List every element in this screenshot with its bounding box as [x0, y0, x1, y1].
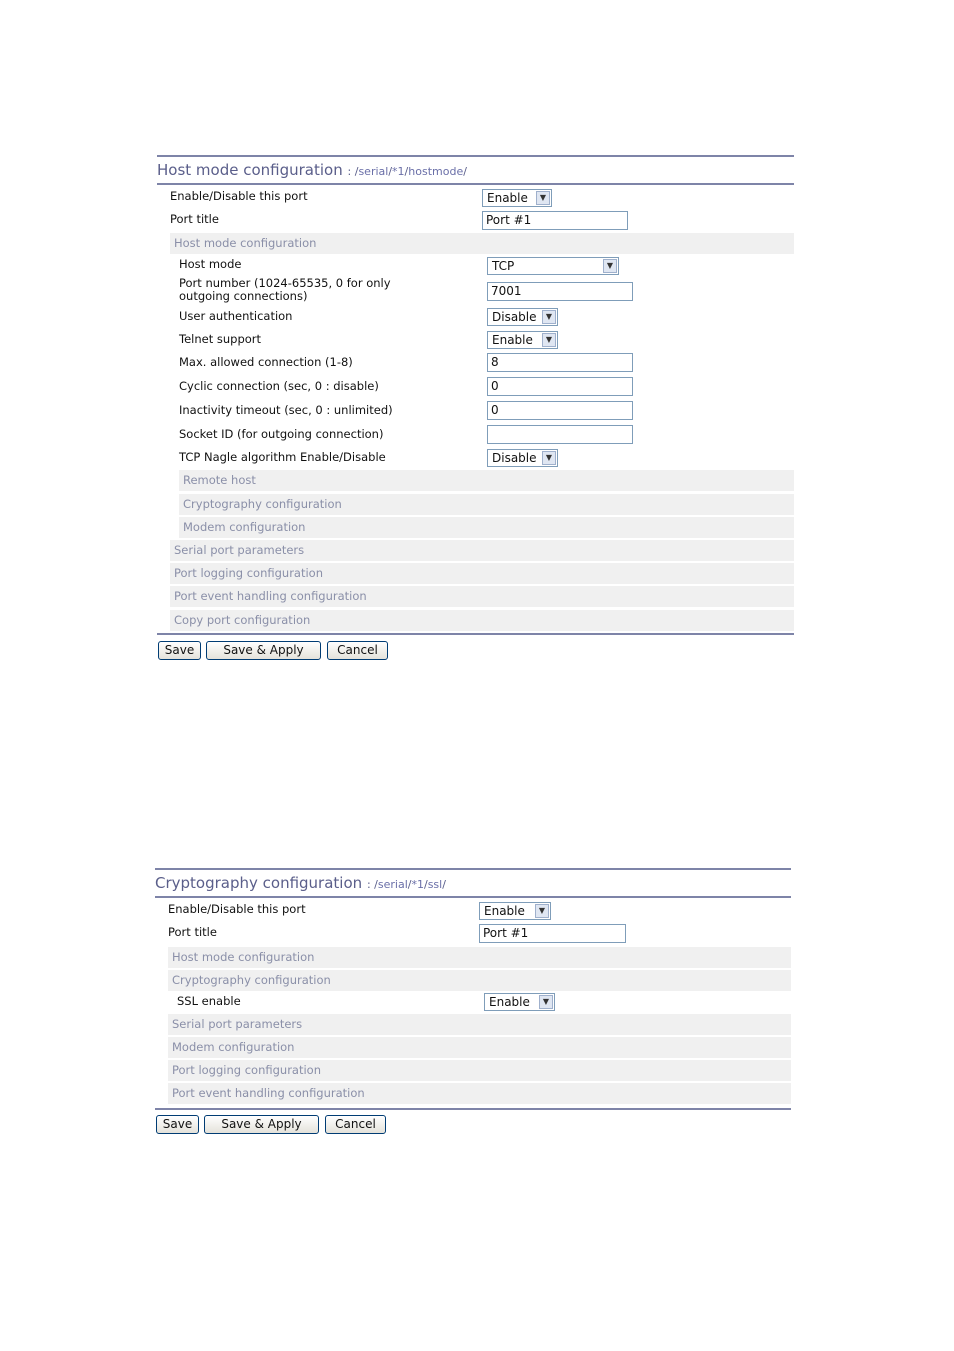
breadcrumb-slash: /: [388, 165, 393, 178]
section-serial-port-label: Serial port parameters: [174, 543, 305, 557]
section-remote-host-label: Remote host: [183, 473, 256, 487]
save-button[interactable]: Save: [158, 641, 201, 660]
section-host-mode-label: Host mode configuration: [174, 236, 317, 250]
inactivity-timeout-input[interactable]: 0: [487, 401, 633, 420]
port-title-input[interactable]: Port #1: [479, 924, 626, 943]
section-port-logging-label: Port logging configuration: [172, 1063, 322, 1077]
chevron-down-icon: ▼: [542, 310, 556, 324]
page-title-text: Host mode configuration: [157, 161, 343, 179]
breadcrumb-slash: /: [374, 878, 378, 891]
breadcrumb-separator: :: [366, 878, 371, 891]
breadcrumb: [348, 165, 467, 178]
chevron-down-icon: ▼: [536, 191, 550, 205]
breadcrumb-port[interactable]: *1: [392, 165, 405, 178]
section-port-logging[interactable]: [168, 1060, 791, 1081]
enable-port-value: Enable: [487, 191, 528, 205]
section-copy-port[interactable]: [170, 610, 794, 631]
telnet-value: Enable: [492, 333, 533, 347]
section-modem[interactable]: [168, 1037, 791, 1058]
breadcrumb-separator: :: [347, 165, 352, 178]
top-rule: [157, 155, 794, 157]
user-auth-select[interactable]: [487, 308, 558, 326]
section-host-mode-label: Host mode configuration: [172, 950, 315, 964]
section-modem-label: Modem configuration: [183, 520, 306, 534]
breadcrumb-slash: /: [442, 878, 446, 891]
chevron-down-icon: ▼: [603, 259, 617, 273]
port-number-label: Port number (1024-65535, 0 for only outgoing connections): [179, 276, 391, 303]
breadcrumb-slash: /: [404, 165, 409, 178]
header-rule: [157, 183, 794, 185]
port-title-input[interactable]: Port #1: [482, 211, 628, 230]
breadcrumb-page[interactable]: ssl: [427, 878, 443, 891]
top-rule: [155, 868, 791, 870]
breadcrumb-slash: /: [423, 878, 428, 891]
save-apply-button[interactable]: Save & Apply: [204, 1115, 319, 1134]
section-serial-port-label: Serial port parameters: [172, 1017, 303, 1031]
section-modem-label: Modem configuration: [172, 1040, 295, 1054]
enable-port-select[interactable]: [479, 902, 551, 920]
save-button[interactable]: Save: [156, 1115, 199, 1134]
section-serial-port[interactable]: [168, 1014, 791, 1035]
ssl-enable-value: Enable: [489, 995, 530, 1009]
section-port-event-label: Port event handling configuration: [172, 1086, 365, 1100]
nagle-label: TCP Nagle algorithm Enable/Disable: [179, 450, 386, 464]
socket-id-label: Socket ID (for outgoing connection): [179, 427, 384, 441]
section-port-logging-label: Port logging configuration: [174, 566, 324, 580]
breadcrumb-serial[interactable]: serial: [377, 878, 408, 891]
breadcrumb: [367, 878, 446, 891]
breadcrumb-slash: /: [407, 878, 412, 891]
page-title-text: Cryptography configuration: [155, 874, 363, 892]
chevron-down-icon: ▼: [542, 451, 556, 465]
breadcrumb-port[interactable]: *1: [411, 878, 424, 891]
section-port-event[interactable]: [170, 586, 794, 607]
max-connection-input[interactable]: 8: [487, 353, 633, 372]
port-number-input[interactable]: 7001: [487, 282, 633, 301]
save-apply-button[interactable]: Save & Apply: [206, 641, 321, 660]
section-serial-port[interactable]: [170, 540, 794, 561]
port-title-label: Port title: [168, 925, 217, 939]
cyclic-connection-label: Cyclic connection (sec, 0 : disable): [179, 379, 379, 393]
cancel-button[interactable]: Cancel: [327, 641, 388, 660]
chevron-down-icon: ▼: [535, 904, 549, 918]
bottom-rule: [157, 633, 794, 635]
nagle-select[interactable]: [487, 449, 558, 467]
breadcrumb-page[interactable]: hostmode: [408, 165, 464, 178]
host-mode-value: TCP: [492, 259, 515, 273]
user-auth-label: User authentication: [179, 309, 293, 323]
enable-port-label: Enable/Disable this port: [170, 189, 308, 203]
telnet-select[interactable]: [487, 331, 558, 349]
host-mode-panel: [157, 155, 794, 665]
page-title: [155, 874, 446, 892]
section-cryptography[interactable]: [179, 494, 794, 515]
section-cryptography-label: Cryptography configuration: [172, 973, 331, 987]
max-connection-label: Max. allowed connection (1-8): [179, 355, 353, 369]
chevron-down-icon: ▼: [542, 333, 556, 347]
socket-id-input[interactable]: [487, 425, 633, 444]
ssl-enable-label: SSL enable: [177, 994, 241, 1008]
section-cryptography-label: Cryptography configuration: [183, 497, 342, 511]
section-port-logging[interactable]: [170, 563, 794, 584]
inactivity-timeout-label: Inactivity timeout (sec, 0 : unlimited): [179, 403, 393, 417]
telnet-label: Telnet support: [179, 332, 262, 346]
section-modem[interactable]: [179, 517, 794, 538]
header-rule: [155, 896, 791, 898]
section-copy-port-label: Copy port configuration: [174, 613, 311, 627]
breadcrumb-slash: /: [463, 165, 467, 178]
section-port-event[interactable]: [168, 1083, 791, 1104]
enable-port-label: Enable/Disable this port: [168, 902, 306, 916]
section-port-event-label: Port event handling configuration: [174, 589, 367, 603]
host-mode-label: Host mode: [179, 257, 242, 271]
cryptography-panel: [155, 868, 792, 1138]
section-remote-host[interactable]: [179, 470, 794, 491]
section-host-mode[interactable]: [170, 233, 794, 254]
user-auth-value: Disable: [492, 310, 537, 324]
cancel-button[interactable]: Cancel: [325, 1115, 386, 1134]
cyclic-connection-input[interactable]: 0: [487, 377, 633, 396]
host-mode-select[interactable]: [487, 257, 619, 275]
chevron-down-icon: ▼: [539, 995, 553, 1009]
enable-port-select[interactable]: [482, 189, 552, 207]
breadcrumb-serial[interactable]: serial: [358, 165, 389, 178]
section-host-mode[interactable]: [168, 947, 791, 968]
bottom-rule: [155, 1108, 791, 1110]
section-cryptography[interactable]: [168, 970, 791, 991]
nagle-value: Disable: [492, 451, 537, 465]
port-title-label: Port title: [170, 212, 219, 226]
enable-port-value: Enable: [484, 904, 525, 918]
breadcrumb-slash: /: [354, 165, 359, 178]
page-title: [157, 161, 467, 179]
ssl-enable-select[interactable]: [484, 993, 555, 1011]
